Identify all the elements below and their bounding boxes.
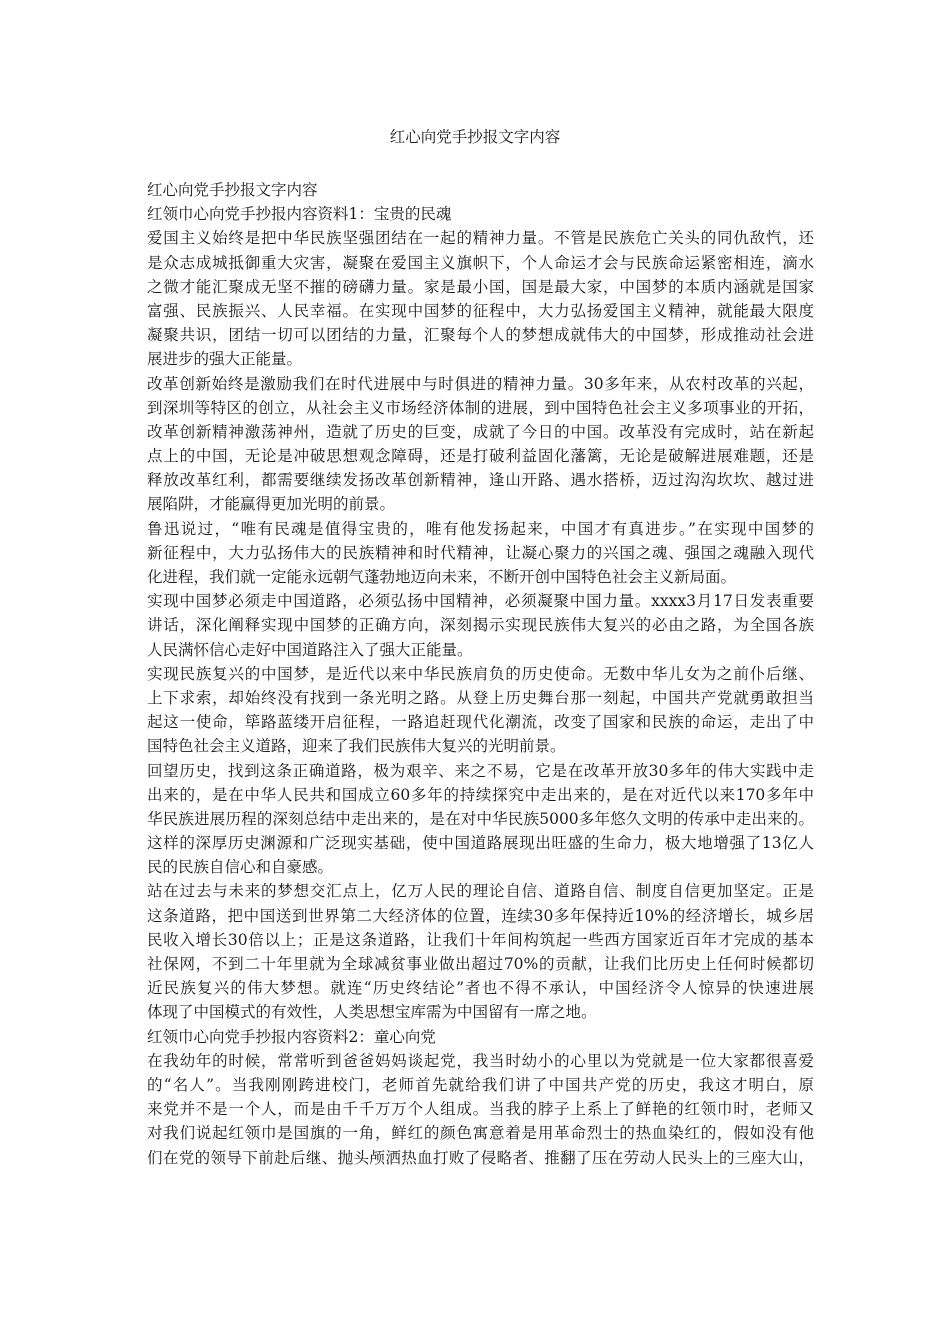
text-line: 的“名人”。当我刚刚跨进校门，老师首先就给我们讲了中国共产党的历史，我这才明白，原 [147, 1075, 814, 1094]
text-line: 对我们说起红领巾是国旗的一角，鲜红的颜色寓意着是用革命烈士的热血染红的，假如没有他 [147, 1124, 814, 1143]
text-line: 实现中国梦必须走中国道路，必须弘扬中国精神，必须凝聚中国力量。xxxx3月17日发表重要 [147, 592, 814, 611]
text-line: 出来的，是在中华人民共和国成立60多年的持续探究中走出来的，是在对近代以来170多年中 [147, 785, 814, 804]
text-line: 这样的深厚历史渊源和广泛现实基础，使中国道路展现出旺盛的生命力，极大地增强了13亿人 [147, 834, 814, 853]
text-line: 改革创新始终是激励我们在时代进展中与时俱进的精神力量。30多年来，从农村改革的兴起， [147, 374, 814, 393]
text-line: 凝聚共识，团结一切可以团结的力量，汇聚每个人的梦想成就伟大的中国梦，形成推动社会进 [147, 326, 814, 345]
text-line: 讲话，深化阐释实现中国梦的正确方向，深刻揭示实现民族伟大复兴的必由之路，为全国各族 [147, 616, 814, 635]
text-line: 红心向党手抄报文字内容 [147, 181, 318, 199]
text-line: 回望历史，找到这条正确道路，极为艰辛、来之不易，它是在改革开放30多年的伟大实践中走 [147, 761, 814, 780]
text-line: 这条道路，把中国送到世界第二大经济体的位置，连续30多年保持近10%的经济增长，城乡居 [147, 906, 814, 925]
text-line: 红领巾心向党手抄报内容资料2：童心向党 [147, 1027, 436, 1046]
text-line: 到深圳等特区的创立，从社会主义市场经济体制的进展，到中国特色社会主义多项事业的开拓， [147, 398, 814, 417]
text-line: 爱国主义始终是把中华民族坚强团结在一起的精神力量。不管是民族危亡关头的同仇敌忾，还 [147, 229, 814, 248]
text-line: 改革创新精神激荡神州，造就了历史的巨变，成就了今日的中国。改革没有完成时，站在新起 [147, 422, 814, 441]
text-line: 展进步的强大正能量。 [147, 350, 303, 369]
text-line: 民的民族自信心和自豪感。 [147, 858, 334, 877]
text-line: 国特色社会主义道路，迎来了我们民族伟大复兴的光明前景。 [147, 737, 566, 756]
text-line: 起这一使命，筚路蓝缕开启征程，一路追赶现代化潮流，改变了国家和民族的命运，走出了中 [147, 713, 814, 732]
text-line: 点上的中国，无论是冲破思想观念障碍，还是打破利益固化藩篱，无论是破解进展难题，还是 [147, 447, 814, 466]
text-line: 红领巾心向党手抄报内容资料1：宝贵的民魂 [147, 205, 452, 224]
text-line: 在我幼年的时候，常常听到爸爸妈妈谈起党，我当时幼小的心里以为党就是一位大家都很喜爱 [147, 1051, 814, 1070]
text-line: 们在党的领导下前赴后继、抛头颅洒热血打败了侵略者、推翻了压在劳动人民头上的三座大山， [147, 1148, 814, 1167]
text-line: 释放改革红利，都需要继续发扬改革创新精神，逢山开路、遇水搭桥，迈过沟沟坎坎、越过进 [147, 471, 814, 490]
text-line: 富强、民族振兴、人民幸福。在实现中国梦的征程中，大力弘扬爱国主义精神，就能最大限度 [147, 301, 814, 320]
text-line: 近民族复兴的伟大梦想。就连“历史终结论”者也不得不承认，中国经济令人惊异的快速进展 [147, 979, 814, 998]
text-line: 社保网，不到二十年里就为全球减贫事业做出超过70%的贡献，让我们比历史上任何时候都切 [147, 955, 814, 973]
text-line: 来党并不是一个人，而是由千千万万个人组成。当我的脖子上系上了鲜艳的红领巾时，老师又 [147, 1100, 814, 1119]
document-title: 红心向党手抄报文字内容 [389, 128, 561, 146]
text-line: 站在过去与未来的梦想交汇点上，亿万人民的理论自信、道路自信、制度自信更加坚定。正是 [147, 882, 814, 901]
text-line: 实现民族复兴的中国梦，是近代以来中华民族肩负的历史使命。无数中华儿女为之前仆后继、 [147, 664, 814, 683]
text-line: 展陷阱，才能赢得更加光明的前景。 [147, 495, 396, 514]
text-line: 化进程，我们就一定能永远朝气蓬勃地迈向未来，不断开创中国特色社会主义新局面。 [147, 568, 737, 586]
text-line: 上下求索，却始终没有找到一条光明之路。从登上历史舞台那一刻起，中国共产党就勇敢担当 [147, 688, 814, 707]
document-body [147, 178, 814, 1170]
text-line: 鲁迅说过，“唯有民魂是值得宝贵的，唯有他发扬起来，中国才有真进步。”在实现中国梦的 [147, 519, 814, 538]
text-line: 体现了中国模式的有效性，人类思想宝库需为中国留有一席之地。 [147, 1003, 597, 1022]
text-line: 新征程中，大力弘扬伟大的民族精神和时代精神，让凝心聚力的兴国之魂、强国之魂融入现代 [147, 543, 814, 562]
text-line: 人民满怀信心走好中国道路注入了强大正能量。 [147, 640, 473, 659]
text-line: 华民族进展历程的深刻总结中走出来的，是在对中华民族5000多年悠久文明的传承中走出来的。 [147, 809, 814, 828]
text-line: 民收入增长30倍以上；正是这条道路，让我们十年间构筑起一些西方国家近百年才完成的基本 [147, 930, 814, 949]
text-line: 之微才能汇聚成无坚不摧的磅礴力量。家是最小国，国是最大家，中国梦的本质内涵就是国家 [147, 277, 814, 296]
text-line: 是众志成城抵御重大灾害，凝聚在爱国主义旗帜下，个人命运才会与民族命运紧密相连，滴水 [147, 253, 814, 272]
